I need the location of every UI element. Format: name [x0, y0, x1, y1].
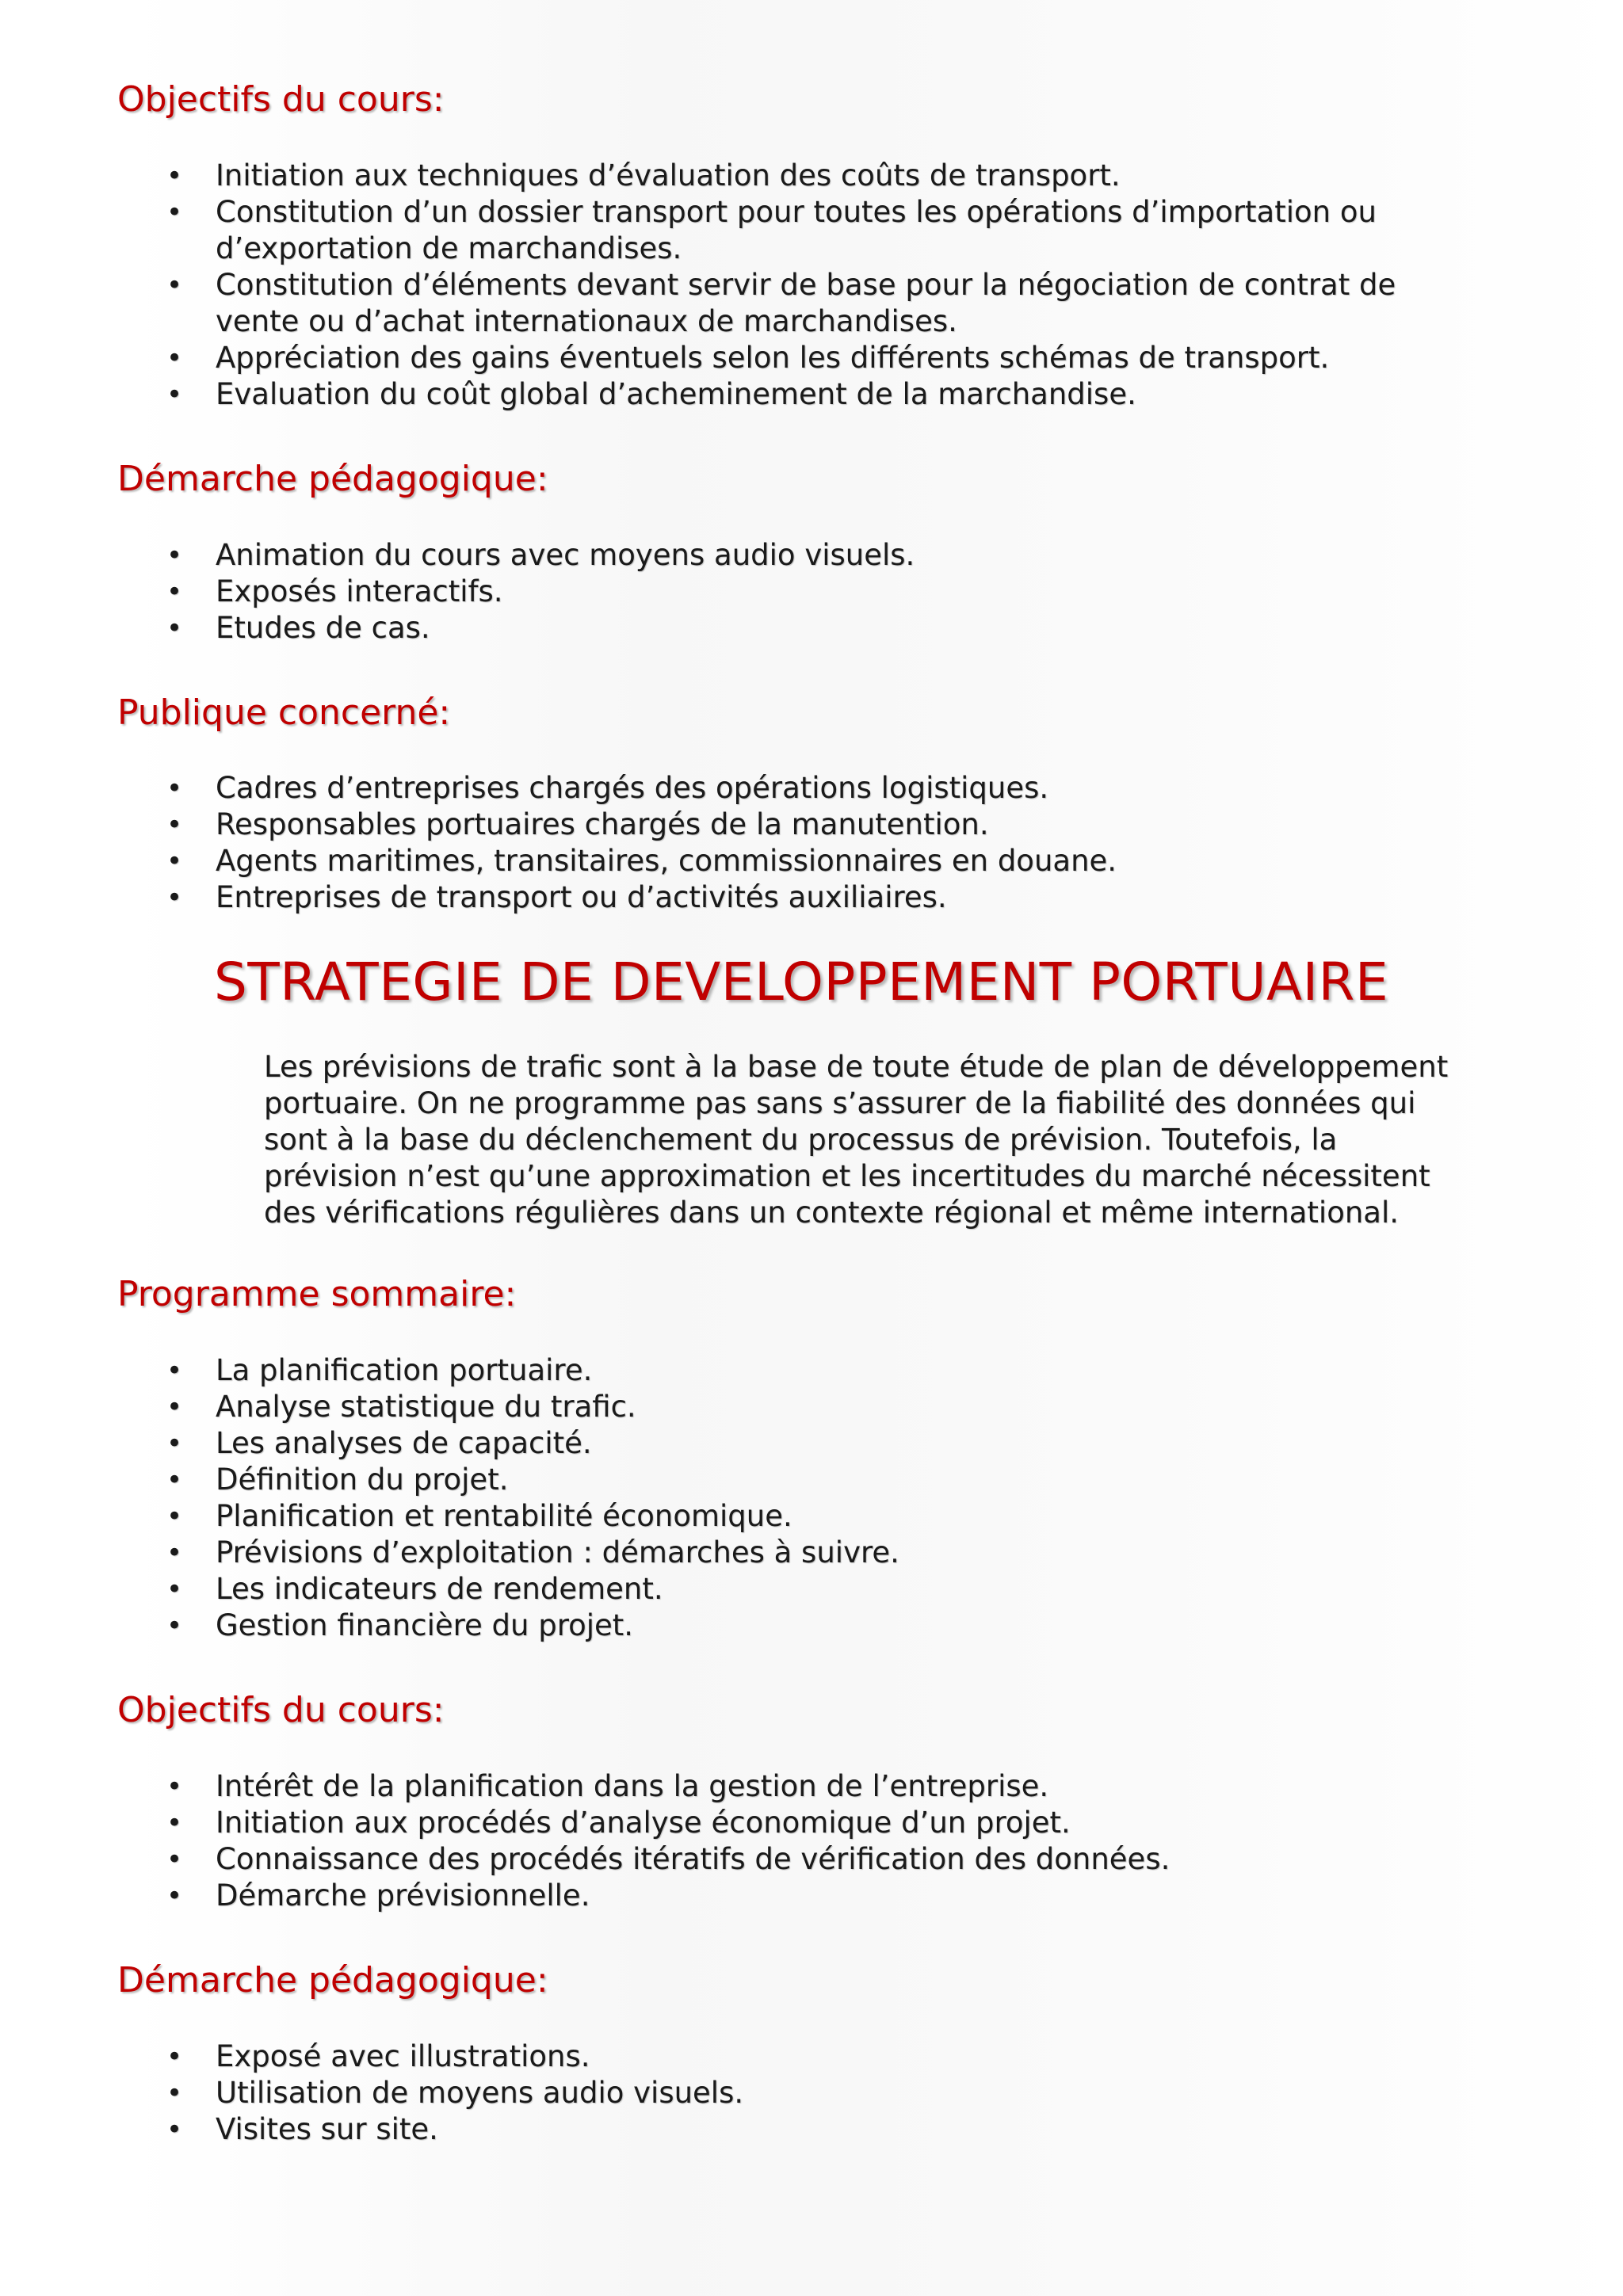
intro-paragraph: Les prévisions de trafic sont à la base de toute étude de plan de développement portuaire. On ne programme pas sans s’assurer de la fiabilité des données qui sont à la base du déclenchement du processus de prévision. Toutefois, la prévision n’est qu’une approximation et les incertitudes du marché nécessitent des vérifications régulières dans un contexte régional et même international.: [264, 1050, 1449, 1230]
bullet-icon: •: [166, 1355, 183, 1387]
section-heading: Objectifs du cours:: [117, 1690, 445, 1731]
list-item: • Agents maritimes, transitaires, commissionnaires en douane.: [166, 844, 1117, 879]
list-item: • Appréciation des gains éventuels selon les différents schémas de transport.: [166, 340, 1330, 375]
bullet-list: [117, 1768, 1512, 1914]
bullet-icon: •: [166, 2077, 183, 2109]
list-item: • Animation du cours avec moyens audio visuels.: [166, 537, 915, 572]
list-item: • Constitution d’éléments devant servir de base pour la négociation de contrat de vente ou d’achat internationaux de marchandises.: [166, 267, 1396, 338]
list-item: • Gestion financière du projet.: [166, 1608, 634, 1643]
bullet-icon: •: [166, 772, 183, 805]
list-item: • Planification et rentabilité économique.: [166, 1499, 792, 1534]
bullet-icon: •: [166, 1428, 183, 1460]
list-item: • Cadres d’entreprises chargés des opérations logistiques.: [166, 771, 1049, 806]
list-item: • Constitution d’un dossier transport pour toutes les opérations d’importation ou d’exportation de marchandises.: [166, 194, 1377, 265]
bullet-icon: •: [166, 845, 183, 878]
section-heading: Publique concerné:: [117, 692, 451, 733]
list-item: • Utilisation de moyens audio visuels.: [166, 2075, 744, 2110]
bullet-icon: •: [166, 1501, 183, 1533]
list-item: • Intérêt de la planification dans la gestion de l’entreprise.: [166, 1768, 1049, 1803]
bullet-icon: •: [166, 2113, 183, 2145]
bullet-icon: •: [166, 882, 183, 914]
bullet-icon: •: [166, 159, 183, 192]
list-item: • Etudes de cas.: [166, 610, 430, 645]
list-item: • Prévisions d’exploitation : démarches à suivre.: [166, 1535, 899, 1570]
bullet-icon: •: [166, 1879, 183, 1912]
list-item: • Les indicateurs de rendement.: [166, 1572, 663, 1607]
section-heading: Objectifs du cours:: [117, 79, 445, 120]
section-heading: Démarche pédagogique:: [117, 458, 548, 499]
bullet-icon: •: [166, 539, 183, 571]
bullet-icon: •: [166, 2040, 183, 2073]
bullet-list: [117, 537, 1512, 646]
bullet-icon: •: [166, 1806, 183, 1839]
bullet-icon: •: [166, 1464, 183, 1497]
list-item: • Exposés interactifs.: [166, 574, 503, 608]
bullet-list: [117, 770, 1512, 916]
bullet-icon: •: [166, 269, 183, 301]
bullet-icon: •: [166, 1537, 183, 1569]
list-item: • Démarche prévisionnelle.: [166, 1878, 590, 1913]
list-item: • La planification portuaire.: [166, 1353, 593, 1388]
list-item: • Initiation aux procédés d’analyse économique d’un projet.: [166, 1805, 1071, 1840]
bullet-icon: •: [166, 1573, 183, 1606]
list-item: • Exposé avec illustrations.: [166, 2039, 590, 2073]
list-item: • Définition du projet.: [166, 1463, 509, 1497]
list-item: • Analyse statistique du trafic.: [166, 1390, 636, 1425]
bullet-icon: •: [166, 1770, 183, 1802]
bullet-list: [117, 2039, 1512, 2148]
bullet-list: [117, 1352, 1512, 1644]
list-item: • Responsables portuaires chargés de la manutention.: [166, 807, 989, 842]
bullet-icon: •: [166, 1843, 183, 1875]
list-item: • Les analyses de capacité.: [166, 1426, 592, 1461]
list-item: • Connaissance des procédés itératifs de vérification des données.: [166, 1841, 1170, 1876]
bullet-icon: •: [166, 196, 183, 228]
bullet-icon: •: [166, 575, 183, 608]
section-heading: Programme sommaire:: [117, 1274, 517, 1315]
list-item: • Initiation aux techniques d’évaluation des coûts de transport.: [166, 158, 1121, 193]
list-item: • Evaluation du coût global d’acheminement de la marchandise.: [166, 376, 1136, 411]
bullet-list: [117, 158, 1512, 413]
bullet-icon: •: [166, 612, 183, 644]
bullet-icon: •: [166, 378, 183, 410]
section-heading: Démarche pédagogique:: [117, 1959, 548, 2000]
course-title: STRATEGIE DE DEVELOPPEMENT PORTUAIRE: [214, 952, 1389, 1013]
list-item: • Visites sur site.: [166, 2111, 438, 2146]
bullet-icon: •: [166, 1391, 183, 1424]
bullet-icon: •: [166, 809, 183, 841]
list-item: • Entreprises de transport ou d’activités auxiliaires.: [166, 880, 947, 915]
bullet-icon: •: [166, 1610, 183, 1642]
bullet-icon: •: [166, 341, 183, 374]
